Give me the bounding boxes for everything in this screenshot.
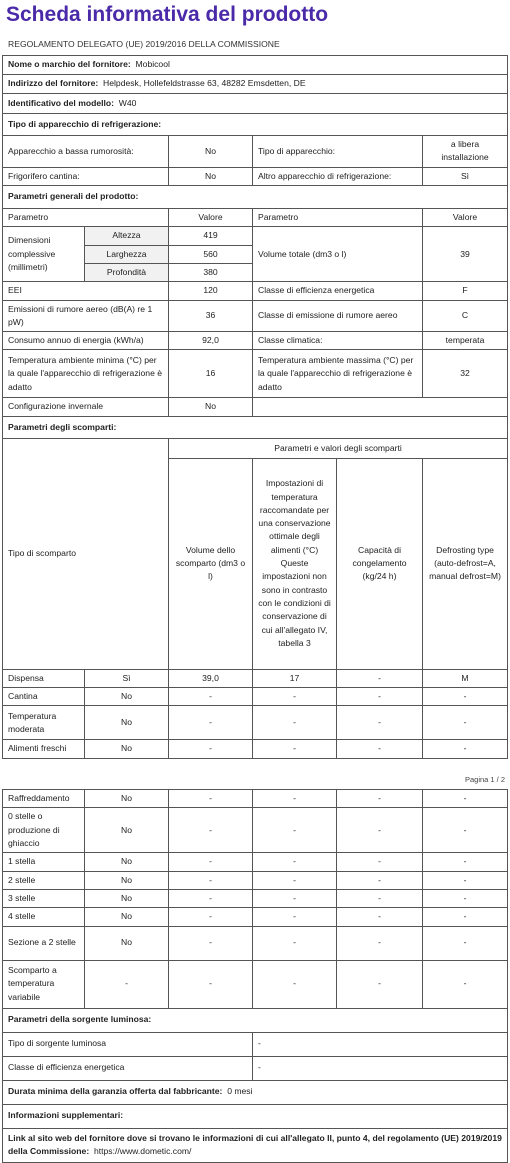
compartment-name: 1 stella xyxy=(3,853,85,871)
param-label: Emissioni di rumore aereo (dB(A) re 1 pW) xyxy=(3,300,169,332)
compartment-present: No xyxy=(85,706,169,740)
volume-label: Volume totale (dm3 o l) xyxy=(253,227,423,282)
param-label: Configurazione invernale xyxy=(3,398,169,416)
col-freeze: Capacità di congelamento (kg/24 h) xyxy=(337,458,423,669)
dim-value: 419 xyxy=(169,227,253,245)
compartment-present: No xyxy=(85,889,169,907)
dim-name: Altezza xyxy=(85,227,169,245)
compartment-defrost: - xyxy=(423,853,508,871)
general-header-row xyxy=(3,185,508,208)
compartment-volume: - xyxy=(169,790,253,808)
col-param: Parametro xyxy=(3,208,169,226)
param-value: temperata xyxy=(423,332,508,350)
compartment-name: Raffreddamento xyxy=(3,790,85,808)
compartment-freeze: - xyxy=(337,960,423,1008)
param-label: Classe di efficienza energetica xyxy=(253,282,423,300)
warranty-value: 0 mesi xyxy=(227,1086,253,1097)
compartment-row xyxy=(3,740,508,758)
compartment-volume: - xyxy=(169,740,253,758)
model-label: Identificativo del modello: xyxy=(8,97,114,108)
extra-header-row xyxy=(3,1104,508,1128)
compartment-name: 4 stelle xyxy=(3,908,85,926)
dim-name: Larghezza xyxy=(85,245,169,263)
compartment-row xyxy=(3,790,508,808)
compartment-volume: - xyxy=(169,908,253,926)
compartment-defrost: - xyxy=(423,889,508,907)
compartment-row xyxy=(3,871,508,889)
warranty-label: Durata minima della garanzia offerta dal fabbricante: xyxy=(8,1086,223,1097)
compartment-temp: - xyxy=(253,908,337,926)
appliance-value: a libera installazione xyxy=(423,136,508,168)
model-row xyxy=(3,94,508,114)
compartment-volume: - xyxy=(169,889,253,907)
regulation-subtitle: REGOLAMENTO DELEGATO (UE) 2019/2016 DELLA COMMISSIONE xyxy=(8,39,280,49)
appliance-header-row xyxy=(3,114,508,136)
warranty-row xyxy=(3,1080,508,1104)
param-value: No xyxy=(169,398,253,416)
param-value: 36 xyxy=(169,300,253,332)
supplier-row xyxy=(3,56,508,75)
compartment-freeze: - xyxy=(337,740,423,758)
compartment-volume: 39,0 xyxy=(169,669,253,687)
appliance-header: Tipo di apparecchio di refrigerazione: xyxy=(3,114,508,136)
extra-header: Informazioni supplementari: xyxy=(3,1104,508,1128)
compartment-temp: - xyxy=(253,960,337,1008)
compartment-temp: - xyxy=(253,790,337,808)
compartment-defrost: - xyxy=(423,926,508,960)
compartment-freeze: - xyxy=(337,889,423,907)
param-label: Consumo annuo di energia (kWh/a) xyxy=(3,332,169,350)
compartment-volume: - xyxy=(169,706,253,740)
dim-value: 380 xyxy=(169,263,253,281)
param-value: C xyxy=(423,300,508,332)
compartment-present: No xyxy=(85,871,169,889)
compartment-freeze: - xyxy=(337,688,423,706)
light-header: Parametri della sorgente luminosa: xyxy=(3,1008,508,1032)
compartment-freeze: - xyxy=(337,853,423,871)
col-param: Parametro xyxy=(253,208,423,226)
compartment-present: No xyxy=(85,688,169,706)
compartment-present: No xyxy=(85,790,169,808)
dim-name: Profondità xyxy=(85,263,169,281)
compartment-defrost: - xyxy=(423,960,508,1008)
param-label: Temperatura ambiente massima (°C) per la quale l'apparecchio di refrigerazione è adatto xyxy=(253,350,423,398)
compartment-freeze: - xyxy=(337,871,423,889)
light-row xyxy=(3,1032,508,1056)
col-value: Valore xyxy=(169,208,253,226)
compartment-temp: - xyxy=(253,740,337,758)
light-value: - xyxy=(253,1032,508,1056)
compartment-present: Sì xyxy=(85,669,169,687)
extra-link-row xyxy=(3,1128,508,1162)
compartment-temp: - xyxy=(253,688,337,706)
col-defrost: Defrosting type (auto-defrost=A, manual defrost=M) xyxy=(423,458,508,669)
compartment-freeze: - xyxy=(337,790,423,808)
compartment-temp: - xyxy=(253,926,337,960)
param-value: 16 xyxy=(169,350,253,398)
appliance-row xyxy=(3,167,508,185)
compartment-volume: - xyxy=(169,688,253,706)
col-temp: Impostazioni di temperatura raccomandate per una conservazione ottimale degli alimenti (°C) Queste impostazioni non sono in contrasto con le condizioni di conservazione di cui all'allegato IV, tabella 3 xyxy=(253,458,337,669)
product-sheet-table-page2 xyxy=(2,789,508,1163)
supplier-label: Nome o marchio del fornitore: xyxy=(8,59,131,70)
compartment-name: Scomparto a temperatura variabile xyxy=(3,960,85,1008)
compartment-defrost: - xyxy=(423,790,508,808)
compartment-defrost: M xyxy=(423,669,508,687)
compartment-name: 2 stelle xyxy=(3,871,85,889)
appliance-label: Apparecchio a bassa rumorosità: xyxy=(3,136,169,168)
compartment-defrost: - xyxy=(423,908,508,926)
general-row xyxy=(3,282,508,300)
compartment-defrost: - xyxy=(423,740,508,758)
param-label: Temperatura ambiente minima (°C) per la quale l'apparecchio di refrigerazione è adatto xyxy=(3,350,169,398)
compartment-row xyxy=(3,889,508,907)
compartment-name: Dispensa xyxy=(3,669,85,687)
general-row xyxy=(3,350,508,398)
compartment-defrost: - xyxy=(423,688,508,706)
compartment-group-header: Parametri e valori degli scomparti xyxy=(169,438,508,458)
dim-value: 560 xyxy=(169,245,253,263)
compartment-present: No xyxy=(85,908,169,926)
compartment-freeze: - xyxy=(337,926,423,960)
compartments-header: Parametri degli scomparti: xyxy=(3,416,508,438)
compartment-row xyxy=(3,669,508,687)
compartment-present: - xyxy=(85,960,169,1008)
compartment-present: No xyxy=(85,926,169,960)
compartment-row xyxy=(3,688,508,706)
light-label: Tipo di sorgente luminosa xyxy=(3,1032,253,1056)
supplier-value: Mobicool xyxy=(135,59,170,70)
dims-label: Dimensioni complessive (millimetri) xyxy=(3,227,85,282)
param-label: Classe di emissione di rumore aereo xyxy=(253,300,423,332)
compartment-row xyxy=(3,808,508,853)
compartment-volume: - xyxy=(169,871,253,889)
compartment-group-row xyxy=(3,438,508,458)
dims-row xyxy=(3,227,508,245)
compartment-name: Sezione a 2 stelle xyxy=(3,926,85,960)
appliance-label: Altro apparecchio di refrigerazione: xyxy=(253,167,423,185)
compartment-defrost: - xyxy=(423,706,508,740)
compartment-volume: - xyxy=(169,808,253,853)
compartment-volume: - xyxy=(169,960,253,1008)
compartment-row xyxy=(3,853,508,871)
page-number: Pagina 1 / 2 xyxy=(464,775,505,784)
general-header: Parametri generali del prodotto: xyxy=(3,185,508,208)
compartment-row xyxy=(3,960,508,1008)
param-value: 32 xyxy=(423,350,508,398)
compartment-freeze: - xyxy=(337,706,423,740)
volume-value: 39 xyxy=(423,227,508,282)
link-label: Link al sito web del fornitore dove si trovano le informazioni di cui all'allegato II, punto 4, del regolamento (UE) 2019/2019 della Commissione: xyxy=(8,1132,502,1156)
compartment-name: Alimenti freschi xyxy=(3,740,85,758)
compartment-name: Temperatura moderata xyxy=(3,706,85,740)
address-label: Indirizzo del fornitore: xyxy=(8,78,99,89)
compartment-present: No xyxy=(85,740,169,758)
compartment-temp: - xyxy=(253,808,337,853)
compartment-defrost: - xyxy=(423,871,508,889)
compartment-temp: 17 xyxy=(253,669,337,687)
compartment-volume: - xyxy=(169,926,253,960)
general-row xyxy=(3,398,508,416)
appliance-value: Sì xyxy=(423,167,508,185)
compartment-name: 0 stelle o produzione di ghiaccio xyxy=(3,808,85,853)
compartment-temp: - xyxy=(253,889,337,907)
general-columns-row xyxy=(3,208,508,226)
compartment-freeze: - xyxy=(337,808,423,853)
light-header-row xyxy=(3,1008,508,1032)
general-row xyxy=(3,332,508,350)
compartment-row xyxy=(3,926,508,960)
light-value: - xyxy=(253,1056,508,1080)
sheet-title: Scheda informativa del prodotto xyxy=(6,3,329,26)
compartment-freeze: - xyxy=(337,908,423,926)
compartment-temp: - xyxy=(253,706,337,740)
compartment-temp: - xyxy=(253,853,337,871)
compartments-header-row xyxy=(3,416,508,438)
supplier-link[interactable]: https://www.dometic.com/ xyxy=(93,1146,192,1156)
compartment-present: No xyxy=(85,808,169,853)
appliance-value: No xyxy=(169,167,253,185)
appliance-row xyxy=(3,136,508,168)
compartment-type-label: Tipo di scomparto xyxy=(3,438,169,669)
compartment-present: No xyxy=(85,853,169,871)
param-label: EEI xyxy=(3,282,169,300)
light-row xyxy=(3,1056,508,1080)
param-value: F xyxy=(423,282,508,300)
col-volume: Volume dello scomparto (dm3 o l) xyxy=(169,458,253,669)
compartment-defrost: - xyxy=(423,808,508,853)
appliance-label: Frigorifero cantina: xyxy=(3,167,169,185)
appliance-value: No xyxy=(169,136,253,168)
compartment-row xyxy=(3,706,508,740)
compartment-name: 3 stelle xyxy=(3,889,85,907)
address-row xyxy=(3,75,508,94)
general-row xyxy=(3,300,508,332)
model-value: W40 xyxy=(118,97,137,108)
compartment-volume: - xyxy=(169,853,253,871)
product-sheet-table xyxy=(2,55,508,759)
compartment-temp: - xyxy=(253,871,337,889)
param-value: 92,0 xyxy=(169,332,253,350)
address-value: Helpdesk, Hollefeldstrasse 63, 48282 Emsdetten, DE xyxy=(103,78,306,89)
compartment-freeze: - xyxy=(337,669,423,687)
appliance-label: Tipo di apparecchio: xyxy=(253,136,423,168)
empty-cell xyxy=(253,398,508,416)
compartment-name: Cantina xyxy=(3,688,85,706)
param-value: 120 xyxy=(169,282,253,300)
param-label: Classe climatica: xyxy=(253,332,423,350)
col-value: Valore xyxy=(423,208,508,226)
compartment-row xyxy=(3,908,508,926)
light-label: Classe di efficienza energetica xyxy=(3,1056,253,1080)
